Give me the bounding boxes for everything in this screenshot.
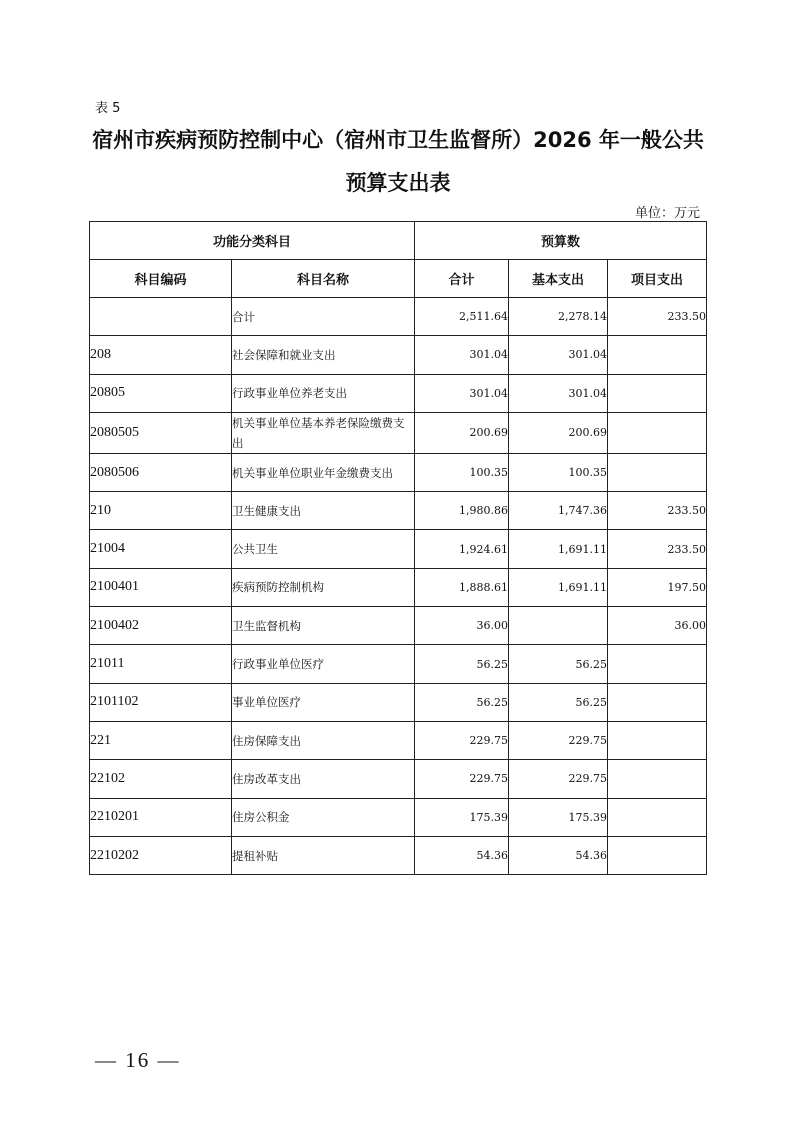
table-row — [90, 607, 707, 645]
cell-total: 1,888.61 — [415, 568, 509, 606]
page-title-line2: 预算支出表 — [345, 171, 451, 195]
table-row — [90, 453, 707, 491]
cell-total: 175.39 — [415, 798, 509, 836]
cell-basic: 1,691.11 — [509, 568, 608, 606]
column-header-name: 科目名称 — [232, 260, 415, 298]
cell-project: 233.50 — [608, 492, 707, 530]
column-header-basic: 基本支出 — [509, 260, 608, 298]
column-header-code: 科目编码 — [90, 260, 232, 298]
table-label: 表 5 — [95, 101, 121, 116]
table-row — [90, 760, 707, 798]
unit-label: 单位：万元 — [634, 206, 700, 221]
cell-code: 2080505 — [90, 412, 232, 453]
table-row — [90, 568, 707, 606]
group-header-budget: 预算数 — [415, 222, 707, 260]
cell-code: 2100402 — [90, 607, 232, 645]
cell-code: 2101102 — [90, 683, 232, 721]
cell-project — [608, 374, 707, 412]
cell-project — [608, 645, 707, 683]
cell-code: 21011 — [90, 645, 232, 683]
cell-name: 合计 — [232, 298, 415, 336]
cell-total: 200.69 — [415, 412, 509, 453]
cell-name: 社会保障和就业支出 — [232, 336, 415, 374]
cell-code: 221 — [90, 721, 232, 759]
cell-code: 2210202 — [90, 836, 232, 874]
cell-project — [608, 683, 707, 721]
table-row — [90, 798, 707, 836]
table-row — [90, 492, 707, 530]
cell-total: 2,511.64 — [415, 298, 509, 336]
cell-basic: 301.04 — [509, 374, 608, 412]
cell-basic: 301.04 — [509, 336, 608, 374]
cell-total: 1,980.86 — [415, 492, 509, 530]
cell-basic: 1,691.11 — [509, 530, 608, 568]
cell-project — [608, 412, 707, 453]
cell-basic: 200.69 — [509, 412, 608, 453]
cell-name: 机关事业单位基本养老保险缴费支出 — [232, 412, 415, 453]
column-header-project: 项目支出 — [608, 260, 707, 298]
cell-total: 100.35 — [415, 453, 509, 491]
cell-project — [608, 798, 707, 836]
cell-name: 事业单位医疗 — [232, 683, 415, 721]
cell-total: 54.36 — [415, 836, 509, 874]
cell-name: 公共卫生 — [232, 530, 415, 568]
cell-total: 301.04 — [415, 336, 509, 374]
cell-code: 22102 — [90, 760, 232, 798]
cell-name: 机关事业单位职业年金缴费支出 — [232, 453, 415, 491]
table-row — [90, 298, 707, 336]
cell-code: 210 — [90, 492, 232, 530]
table-row — [90, 530, 707, 568]
cell-code: 208 — [90, 336, 232, 374]
cell-name: 卫生监督机构 — [232, 607, 415, 645]
cell-basic: 56.25 — [509, 683, 608, 721]
cell-name: 卫生健康支出 — [232, 492, 415, 530]
cell-name: 疾病预防控制机构 — [232, 568, 415, 606]
cell-code: 2210201 — [90, 798, 232, 836]
cell-name: 住房保障支出 — [232, 721, 415, 759]
page-number: — 16 — — [95, 1048, 181, 1072]
cell-basic: 1,747.36 — [509, 492, 608, 530]
cell-project: 36.00 — [608, 607, 707, 645]
column-header-total: 合计 — [415, 260, 509, 298]
cell-basic: 56.25 — [509, 645, 608, 683]
cell-total: 1,924.61 — [415, 530, 509, 568]
cell-basic — [509, 607, 608, 645]
cell-project — [608, 836, 707, 874]
table-row — [90, 645, 707, 683]
table-row — [90, 721, 707, 759]
cell-project — [608, 336, 707, 374]
cell-total: 36.00 — [415, 607, 509, 645]
cell-basic: 229.75 — [509, 760, 608, 798]
cell-total: 56.25 — [415, 645, 509, 683]
cell-basic: 229.75 — [509, 721, 608, 759]
cell-basic: 175.39 — [509, 798, 608, 836]
cell-total: 229.75 — [415, 760, 509, 798]
cell-code: 2100401 — [90, 568, 232, 606]
cell-basic: 100.35 — [509, 453, 608, 491]
cell-name: 行政事业单位医疗 — [232, 645, 415, 683]
cell-project — [608, 721, 707, 759]
budget-table — [89, 221, 707, 875]
cell-project — [608, 760, 707, 798]
cell-code: 21004 — [90, 530, 232, 568]
cell-total: 229.75 — [415, 721, 509, 759]
cell-total: 301.04 — [415, 374, 509, 412]
cell-basic: 2,278.14 — [509, 298, 608, 336]
cell-total: 56.25 — [415, 683, 509, 721]
group-header-classification: 功能分类科目 — [90, 222, 415, 260]
cell-name: 行政事业单位养老支出 — [232, 374, 415, 412]
cell-name: 住房公积金 — [232, 798, 415, 836]
table-row — [90, 374, 707, 412]
cell-name: 提租补贴 — [232, 836, 415, 874]
cell-basic: 54.36 — [509, 836, 608, 874]
page-title: 宿州市疾病预防控制中心（宿州市卫生监督所）2026 年一般公共 — [92, 128, 704, 152]
cell-code: 2080506 — [90, 453, 232, 491]
table-body — [90, 298, 707, 875]
table-row — [90, 683, 707, 721]
cell-name: 住房改革支出 — [232, 760, 415, 798]
table-row — [90, 412, 707, 453]
cell-code: 20805 — [90, 374, 232, 412]
cell-code — [90, 298, 232, 336]
cell-project: 197.50 — [608, 568, 707, 606]
table-row — [90, 336, 707, 374]
cell-project: 233.50 — [608, 530, 707, 568]
cell-project — [608, 453, 707, 491]
cell-project: 233.50 — [608, 298, 707, 336]
table-row — [90, 836, 707, 874]
